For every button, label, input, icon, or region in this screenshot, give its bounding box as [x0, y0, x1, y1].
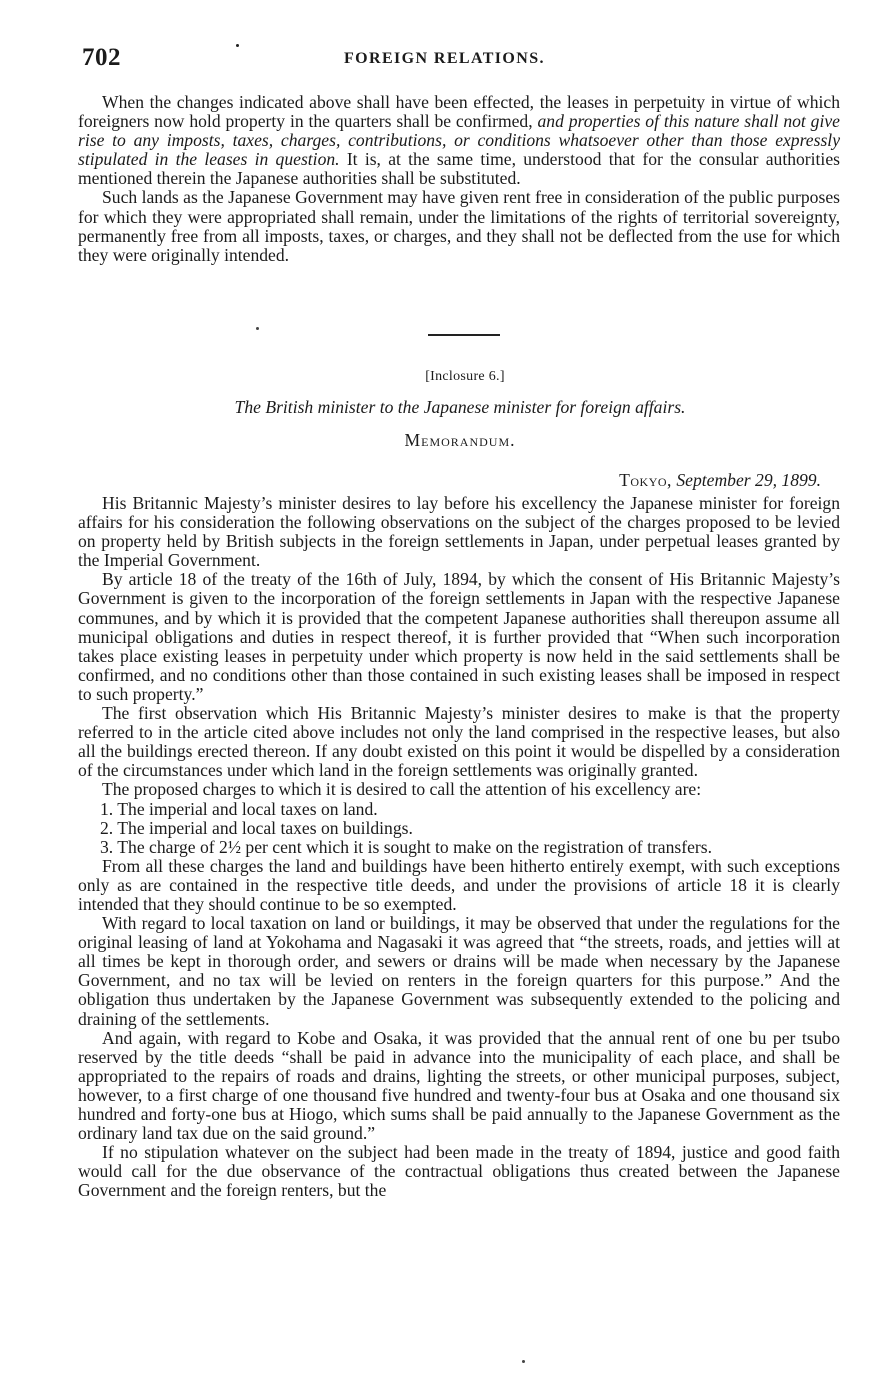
charge-list-item: 2. The imperial and local taxes on buildings. — [100, 817, 413, 838]
continued-paragraph-2: Such lands as the Japanese Government may have given rent free in consideration of the public purposes for which they were appropriated shall remain, under the limitations of the rights of territorial sovereignty, permanently free from all imposts, taxes, or charges, and they shall not be deflected from the use for which they were originally intended. — [78, 187, 840, 265]
memo-paragraph: His Britannic Majesty’s minister desires to lay before his excellency the Japanese minister for foreign affairs for his consideration the following observations on the subject of the charges proposed to be levied on property held by British subjects in the foreign settlements in Japan, under perpetual leases granted by the Imperial Government. — [78, 493, 840, 571]
memo-paragraph: By article 18 of the treaty of the 16th of July, 1894, by which the consent of His Britannic Majesty’s Government is given to the incorporation of the foreign settlements in Japan with the respective Japanese communes, and by which it is provided that the competent Japanese authorities shall thereupon assume all municipal obligations and duties in respect thereof, it is further provided that “When such incorporation takes place existing leases in perpetuity under which property is now held in the said settlements shall be confirmed, and no conditions other than those contained in such existing leases shall be imposed in respect to such property.” — [78, 569, 840, 704]
print-mark — [236, 44, 239, 47]
italic-emphasis: and properties of this nature shall not give rise to any imposts, taxes, charges, contributions, or conditions whatsoever other than those expressly stipulated in the leases in question. — [78, 111, 840, 170]
continued-paragraph-1 — [78, 93, 840, 188]
charge-list-item: 3. The charge of 2½ per cent which it is sought to make on the registration of transfers. — [100, 836, 713, 857]
dateline — [619, 470, 821, 491]
print-speck — [522, 1360, 525, 1363]
memo-paragraph: If no stipulation whatever on the subject had been made in the treaty of 1894, justice and good faith would call for the due observance of the contractual obligations thus created between the Japanese Government and the foreign renters, but the — [78, 1142, 840, 1201]
running-head — [82, 44, 842, 74]
section-divider — [428, 334, 500, 336]
memo-paragraph: From all these charges the land and buildings have been hitherto entirely exempt, with such exceptions only as are contained in the respective title deeds, and under the provisions of article 18 it is clearly intended that they should continue to be so exempted. — [78, 855, 840, 914]
running-title: FOREIGN RELATIONS. — [344, 50, 545, 67]
memo-paragraph: And again, with regard to Kobe and Osaka, it was provided that the annual rent of one bu per tsubo reserved by the title deeds “shall be paid in advance into the municipality of each place, and shall be appropriated to the repairs of roads and drains, lighting the streets, or other municipal purposes, subject, however, to a first charge of one thousand five hundred and twenty-four bus at Osaka and one thousand six hundred and forty-one bus at Hiogo, which sums shall be paid annually to the Japanese Government as the ordinary land tax due on the said ground.” — [78, 1027, 840, 1144]
inclosure-label: [Inclosure 6.] — [425, 369, 505, 384]
dateline-date: September 29, 1899. — [676, 470, 821, 490]
memo-paragraph: The first observation which His Britannic Majesty’s minister desires to make is that the property referred to in the article cited above includes not only the land comprised in the respective leases, but also all the buildings erected thereon. If any doubt existed on this point it would be dispelled by a consideration of the circumstances under which land in the foreign settlements was originally granted. — [78, 703, 840, 781]
paragraph-text: It is, at the same time, understood that for the consular authorities mentioned therein the Japanese authorities shall be substituted. — [78, 149, 840, 189]
memorandum-body — [78, 494, 840, 1200]
continued-text — [78, 93, 840, 265]
paragraph-text: When the changes indicated above shall have been effected, the leases in perpetuity in virtue of which foreigners now hold property in the quarters shall be confirmed, — [78, 92, 840, 132]
document-subtitle: The British minister to the Japanese minister for foreign affairs. — [234, 397, 686, 417]
dateline-place: Tokyo, — [619, 470, 672, 490]
page-number: 702 — [82, 44, 121, 71]
print-speck — [256, 327, 259, 330]
memorandum-heading: Memorandum. — [404, 430, 516, 450]
charge-list-item: 1. The imperial and local taxes on land. — [100, 798, 378, 819]
memo-paragraph: With regard to local taxation on land or buildings, it may be observed that under the regulations for the original leasing of land at Yokohama and Nagasaki it was agreed that “the streets, roads, and jetties will at all times be kept in thorough order, and sewers or drains will be made when necessary by the Japanese Government, and no tax will be levied on renters in the foreign quarters for this purpose.” And the obligation thus undertaken by the Japanese Government was subsequently extended to the policing and draining of the settlements. — [78, 913, 840, 1029]
memo-paragraph: The proposed charges to which it is desired to call the attention of his excellency are: — [102, 779, 702, 800]
